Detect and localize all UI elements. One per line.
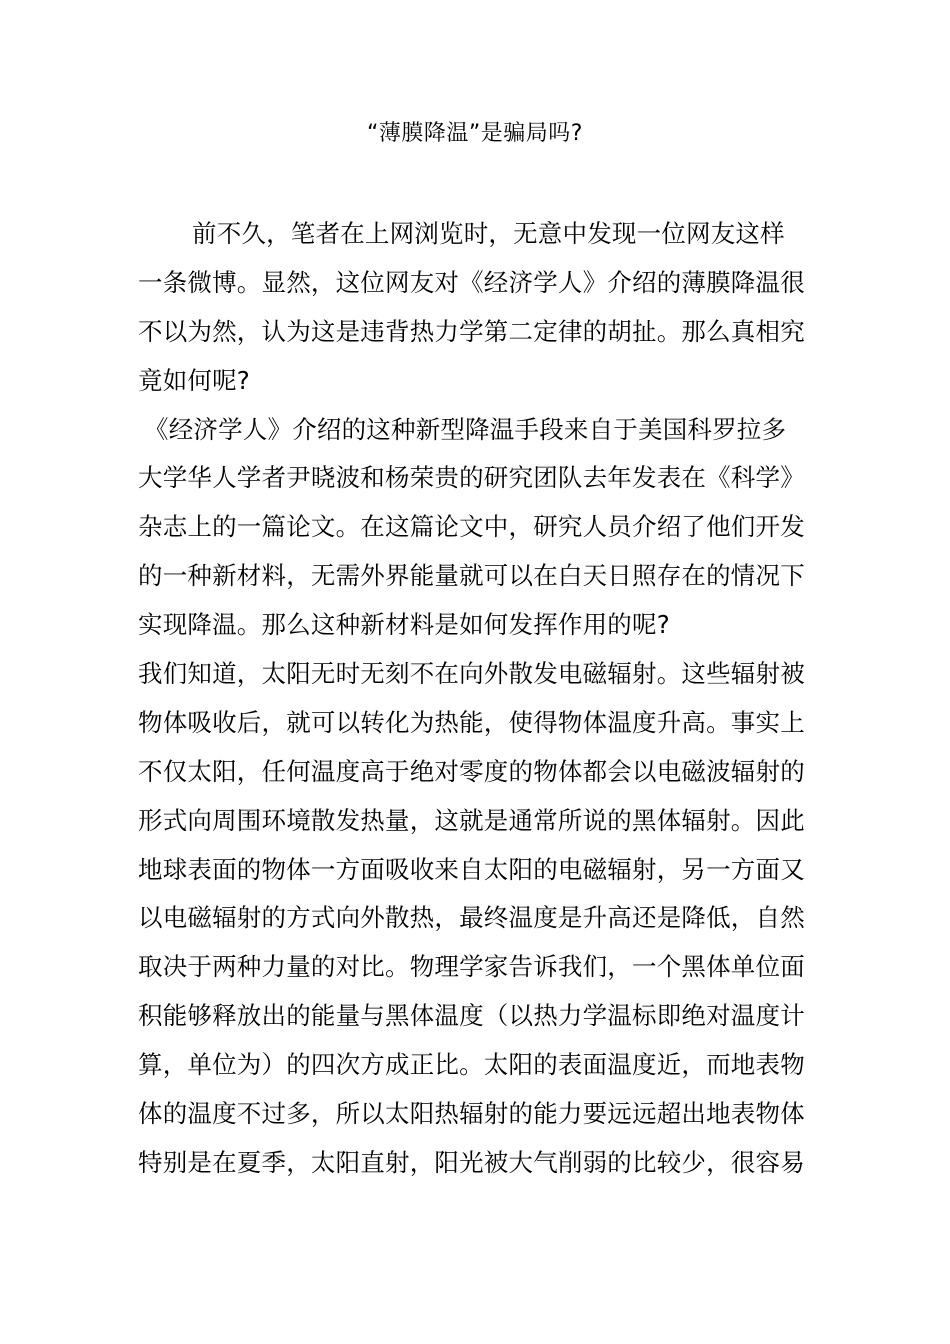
text-line: 体的温度不过多，所以太阳热辐射的能力要远远超出地表物体 (138, 1099, 805, 1129)
text-line: 积能够释放出的能量与黑体温度（以热力学温标即绝对温度计 (138, 1001, 805, 1031)
text-line: 我们知道，太阳无时无刻不在向外散发电磁辐射。这些辐射被 (138, 659, 805, 689)
text-line: 以电磁辐射的方式向外散热，最终温度是升高还是降低，自然 (138, 903, 805, 933)
text-line: 算，单位为）的四次方成正比。太阳的表面温度近，而地表物 (138, 1050, 805, 1080)
document-title: “薄膜降温”是骗局吗? (367, 121, 583, 146)
text-line: 一条微博。显然，这位网友对《经济学人》介绍的薄膜降温很 (138, 267, 805, 297)
text-line: 《经济学人》介绍的这种新型降温手段来自于美国科罗拉多 (144, 414, 787, 444)
text-line: 地球表面的物体一方面吸收来自太阳的电磁辐射，另一方面又 (138, 854, 805, 884)
document-body (138, 210, 838, 1188)
text-line: 取决于两种力量的对比。物理学家告诉我们，一个黑体单位面 (138, 952, 805, 982)
text-line: 前不久，笔者在上网浏览时，无意中发现一位网友这样 (192, 219, 785, 248)
text-line: 物体吸收后，就可以转化为热能，使得物体温度升高。事实上 (138, 707, 805, 737)
text-line: 形式向周围环境散发热量，这就是通常所说的黑体辐射。因此 (138, 805, 805, 835)
text-line: 不仅太阳，任何温度高于绝对零度的物体都会以电磁波辐射的 (138, 756, 805, 786)
text-line: 不以为然，认为这是违背热力学第二定律的胡扯。那么真相究 (138, 316, 805, 346)
text-line: 竟如何呢? (138, 365, 251, 395)
text-line: 杂志上的一篇论文。在这篇论文中，研究人员介绍了他们开发 (138, 512, 805, 542)
text-line: 的一种新材料，无需外界能量就可以在白天日照存在的情况下 (138, 561, 805, 591)
text-line: 实现降温。那么这种新材料是如何发挥作用的呢? (138, 610, 670, 640)
text-line: 特别是在夏季，太阳直射，阳光被大气削弱的比较少，很容易 (138, 1147, 805, 1177)
text-line: 大学华人学者尹晓波和杨荣贵的研究团队去年发表在《科学》 (138, 463, 805, 493)
